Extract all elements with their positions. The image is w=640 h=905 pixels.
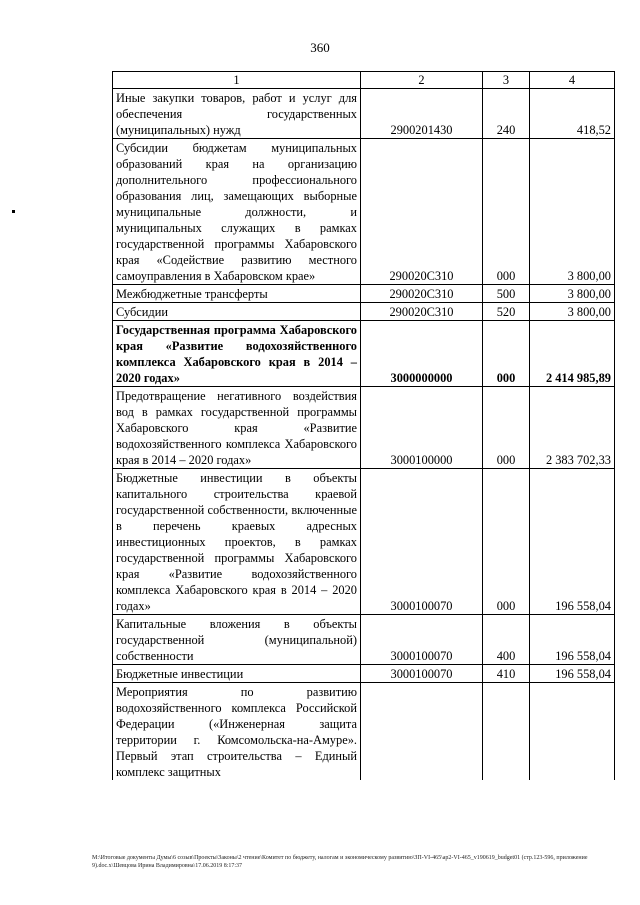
row-amount: 3 800,00 xyxy=(530,139,615,285)
row-target-code: 3000100070 xyxy=(361,665,483,683)
row-amount: 196 558,04 xyxy=(530,469,615,615)
row-description: Предотвращение негативного воздействия вод в рамках государственной программы Хабаровского края «Развитие водохозяйственного комплекса Хабаровского края в 2014 – 2020 годах» xyxy=(113,387,361,469)
table-row-program xyxy=(113,321,615,387)
row-description: Мероприятия по развитию водохозяйственного комплекса Российской Федерации («Инженерная защита территории г. Комсомольска-на-Амуре». Первый этап строительства – Единый комплекс защитных xyxy=(113,683,361,781)
header-cell: 2 xyxy=(361,72,483,89)
row-expense-type: 000 xyxy=(483,139,530,285)
row-description: Иные закупки товаров, работ и услуг для обеспечения государственных (муниципальных) нужд xyxy=(113,89,361,139)
row-description: Капитальные вложения в объекты государственной (муниципальной) собственности xyxy=(113,615,361,665)
table-row xyxy=(113,285,615,303)
header-cell: 3 xyxy=(483,72,530,89)
row-amount: 196 558,04 xyxy=(530,665,615,683)
row-expense-type xyxy=(483,683,530,781)
row-target-code xyxy=(361,683,483,781)
row-target-code: 2900201430 xyxy=(361,89,483,139)
row-expense-type: 240 xyxy=(483,89,530,139)
row-target-code: 3000100070 xyxy=(361,469,483,615)
row-description: Бюджетные инвестиции в объекты капитального строительства краевой государственной собственности, включенные в перечень краевых адресных инвестиционных проектов, в рамках государственной программы Хабаровского края «Развитие водохозяйственного комплекса Хабаровского края в 2014 – 2020 годах» xyxy=(113,469,361,615)
row-amount: 3 800,00 xyxy=(530,285,615,303)
header-row xyxy=(113,72,615,89)
table-row xyxy=(113,387,615,469)
table-row xyxy=(113,303,615,321)
table-row xyxy=(113,139,615,285)
row-amount: 418,52 xyxy=(530,89,615,139)
row-description: Государственная программа Хабаровского края «Развитие водохозяйственного комплекса Хабаровского края в 2014 – 2020 годах» xyxy=(113,321,361,387)
margin-mark xyxy=(12,210,15,213)
row-target-code: 290020С310 xyxy=(361,285,483,303)
row-expense-type: 000 xyxy=(483,469,530,615)
row-target-code: 3000000000 xyxy=(361,321,483,387)
table-row xyxy=(113,665,615,683)
row-expense-type: 520 xyxy=(483,303,530,321)
header-cell: 1 xyxy=(113,72,361,89)
row-amount: 196 558,04 xyxy=(530,615,615,665)
row-expense-type: 410 xyxy=(483,665,530,683)
row-amount: 2 414 985,89 xyxy=(530,321,615,387)
row-description: Бюджетные инвестиции xyxy=(113,665,361,683)
row-target-code: 3000100070 xyxy=(361,615,483,665)
row-expense-type: 500 xyxy=(483,285,530,303)
row-target-code: 290020С310 xyxy=(361,139,483,285)
file-path-footer: M:\Итоговые документы Думы\6 созыв\Проекты\Законы\2 чтение\Комитет по бюджету, налогам и экономическому развитию\ЗП-VI-465\ар2-VI-465_v190619_budget01 (стр.123-596, приложение 9).doc.x\Шевцова Ирина Владимировна\17.06.2019 8:17:37 xyxy=(92,855,588,869)
row-description: Субсидии xyxy=(113,303,361,321)
row-expense-type: 400 xyxy=(483,615,530,665)
row-amount: 2 383 702,33 xyxy=(530,387,615,469)
row-expense-type: 000 xyxy=(483,387,530,469)
page-number: 360 xyxy=(310,40,330,55)
budget-table xyxy=(112,71,615,780)
row-target-code: 290020С310 xyxy=(361,303,483,321)
table-row xyxy=(113,615,615,665)
table-row xyxy=(113,469,615,615)
row-description: Субсидии бюджетам муниципальных образований края на организацию дополнительного профессионального образования лиц, замещающих выборные муниципальные должности, и муниципальных служащих в рамках государственной программы Хабаровского края «Содействие развитию местного самоуправления в Хабаровском крае» xyxy=(113,139,361,285)
row-target-code: 3000100000 xyxy=(361,387,483,469)
header-cell: 4 xyxy=(530,72,615,89)
row-description: Межбюджетные трансферты xyxy=(113,285,361,303)
table-row-continued xyxy=(113,683,615,781)
table-row xyxy=(113,89,615,139)
row-amount: 3 800,00 xyxy=(530,303,615,321)
row-amount xyxy=(530,683,615,781)
row-expense-type: 000 xyxy=(483,321,530,387)
